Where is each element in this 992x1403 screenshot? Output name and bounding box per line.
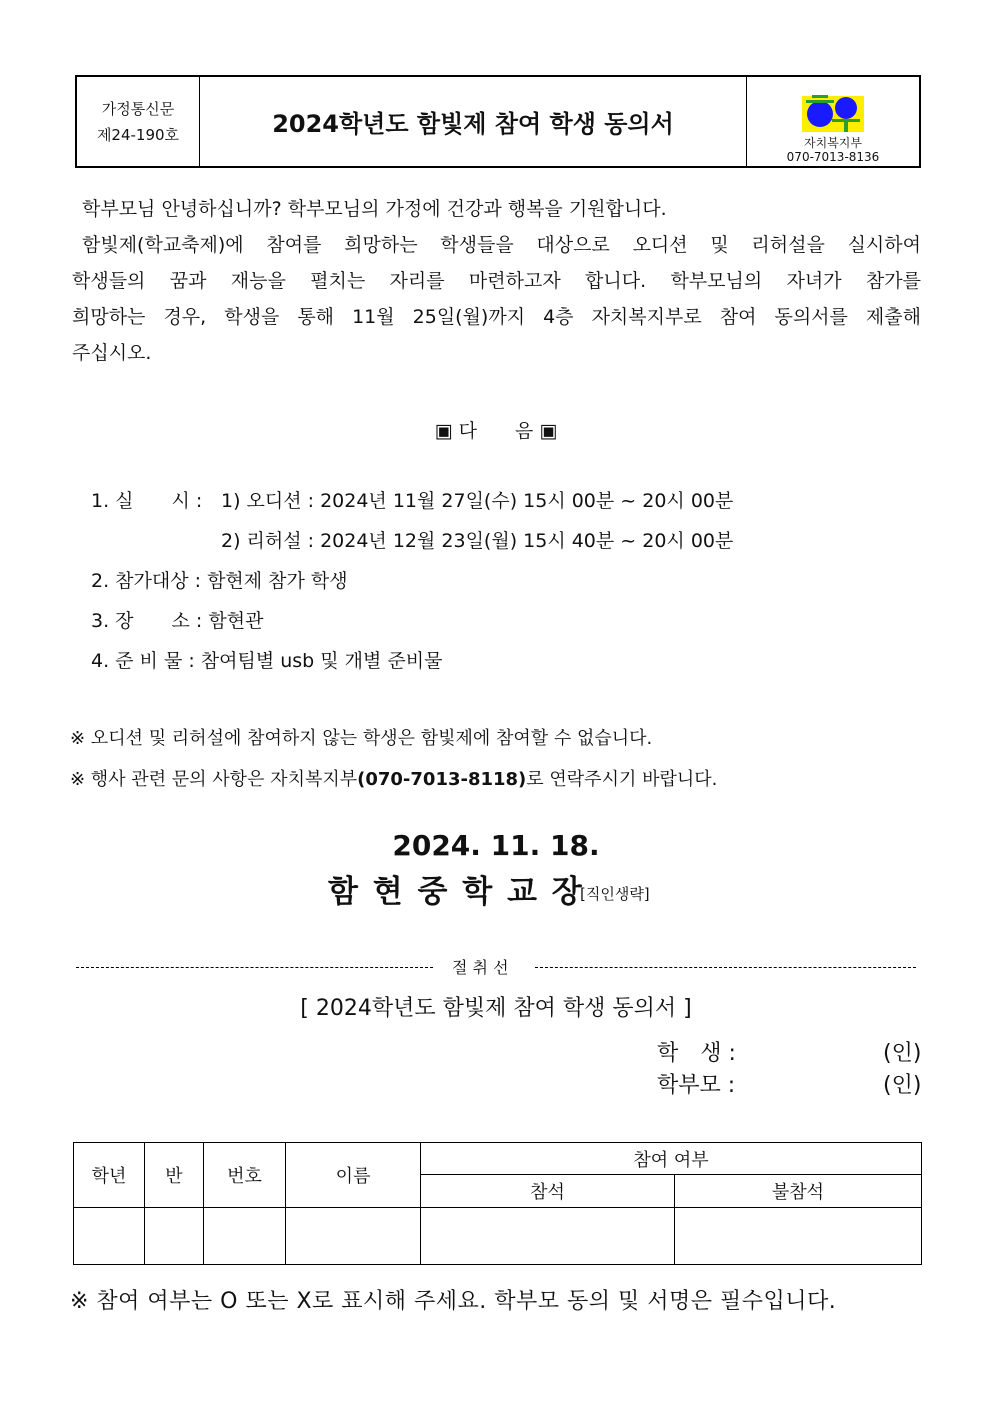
header-class: 반 xyxy=(145,1143,204,1208)
cut-line-right xyxy=(535,967,916,968)
item-1-rehearsal: 2) 리허설 : 2024년 12월 23일(월) 15시 40분 ~ 20시 00분 xyxy=(221,530,734,552)
intro-line-2: 함빛제(학교축제)에 참여를 희망하는 학생들을 대상으로 오디션 및 리허설을 실시하여 xyxy=(82,234,921,256)
footer-note: ※ 참여 여부는 O 또는 X로 표시해 주세요. 학부모 동의 및 서명은 필수입니다. xyxy=(70,1289,837,1314)
intro-line-3: 학생들의 꿈과 재능을 펼치는 자리를 마련하고자 합니다. 학부모님의 자녀가 참가를 xyxy=(72,270,921,292)
item-1-audition: 1) 오디션 : 2024년 11월 27일(수) 15시 00분 ~ 20시 00분 xyxy=(221,490,734,512)
header-number: 번호 xyxy=(204,1143,286,1208)
parent-signature-label: 학부모 : xyxy=(657,1073,736,1098)
attend-cell[interactable] xyxy=(421,1208,675,1265)
issue-date: 2024. 11. 18. xyxy=(392,829,600,862)
document-number-cell xyxy=(77,77,200,166)
number-cell[interactable] xyxy=(204,1208,286,1265)
header-name: 이름 xyxy=(286,1143,421,1208)
note-2 xyxy=(70,765,717,791)
doc-type: 가정통신문 xyxy=(101,99,175,118)
department-name: 자치복지부 xyxy=(804,136,862,150)
school-logo xyxy=(802,92,864,134)
item-1-label: 1. 실 시 : xyxy=(91,490,203,512)
cut-line-label: 절 취 선 xyxy=(452,958,509,977)
note-1: ※ 오디션 및 리허설에 참여하지 않는 학생은 함빛제에 참여할 수 없습니다. xyxy=(70,728,653,749)
document-header xyxy=(75,75,921,168)
inquiry-phone: (070-7013-8118) xyxy=(357,769,527,790)
principal-name: 함 현 중 학 교 장 xyxy=(328,874,584,910)
header-participation: 참여 여부 xyxy=(421,1143,922,1175)
header-absent: 불참석 xyxy=(675,1175,922,1208)
department-phone: 070-7013-8136 xyxy=(786,150,880,164)
table-row xyxy=(74,1208,922,1265)
grade-cell[interactable] xyxy=(74,1208,145,1265)
document-title: 2024학년도 함빛제 참여 학생 동의서 xyxy=(200,77,747,166)
intro-line-5: 주십시오. xyxy=(72,342,152,364)
notice-heading: ▣ 다 음 ▣ xyxy=(434,420,558,442)
student-seal-mark: (인) xyxy=(883,1041,922,1066)
student-signature-label: 학 생 : xyxy=(657,1041,736,1066)
parent-seal-mark: (인) xyxy=(883,1073,922,1098)
name-cell[interactable] xyxy=(286,1208,421,1265)
department-cell xyxy=(747,77,919,166)
intro-line-1: 학부모님 안녕하십니까? 학부모님의 가정에 건강과 행복을 기원합니다. xyxy=(82,198,667,220)
cut-line-left xyxy=(76,967,433,968)
item-2-target: 2. 참가대상 : 함현제 참가 학생 xyxy=(91,570,348,592)
participation-table xyxy=(73,1142,922,1265)
header-attend: 참석 xyxy=(421,1175,675,1208)
intro-line-4: 희망하는 경우, 학생을 통해 11월 25일(월)까지 4층 자치복지부로 참여 동의서를 제출해 xyxy=(72,306,921,328)
item-4-materials: 4. 준 비 물 : 참여팀별 usb 및 개별 준비물 xyxy=(91,650,443,672)
note-2-suffix: 로 연락주시기 바랍니다. xyxy=(526,769,718,790)
item-3-location: 3. 장 소 : 함현관 xyxy=(91,610,264,632)
doc-number: 제24-190호 xyxy=(96,125,180,144)
table-header-row xyxy=(74,1143,922,1175)
seal-omitted-note: [직인생략] xyxy=(580,885,650,903)
slip-title: [ 2024학년도 함빛제 참여 학생 동의서 ] xyxy=(300,996,692,1021)
class-cell[interactable] xyxy=(145,1208,204,1265)
absent-cell[interactable] xyxy=(675,1208,922,1265)
note-2-prefix: ※ 행사 관련 문의 사항은 자치복지부 xyxy=(70,769,358,790)
header-grade: 학년 xyxy=(74,1143,145,1208)
